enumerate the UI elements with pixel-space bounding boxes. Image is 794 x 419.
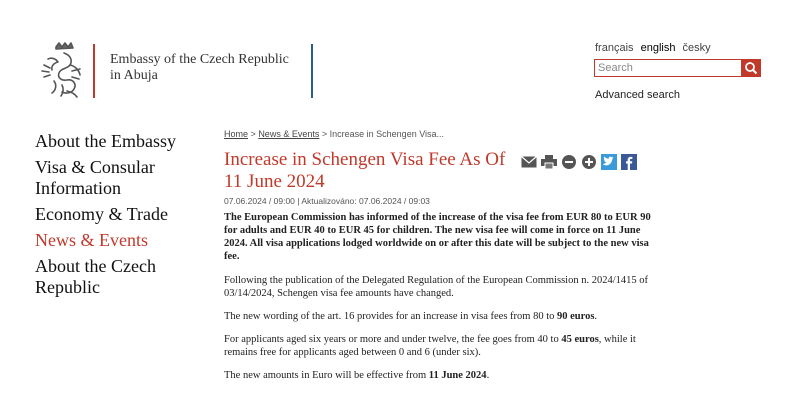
facebook-icon[interactable]	[621, 154, 637, 170]
nav-item-news-events[interactable]: News & Events	[35, 230, 148, 250]
nav-item-economy-trade[interactable]: Economy & Trade	[35, 204, 168, 224]
article-title: Increase in Schengen Visa Fee As Of 11 June 2024	[224, 149, 506, 192]
nav-item-visa-consular[interactable]: Visa & Consular Information	[35, 157, 155, 198]
breadcrumb-separator: >	[250, 129, 256, 139]
language-switcher	[595, 42, 715, 54]
article-paragraph: For applicants aged six years or more and under twelve, the fee goes from 40 to 45 euros, while it remains free for applicants aged between 0 and 6 (under six).	[224, 334, 636, 358]
twitter-icon[interactable]	[601, 154, 617, 170]
site-title[interactable]	[110, 52, 310, 84]
article-paragraph: The new amounts in Euro will be effective from 11 June 2024.	[224, 370, 490, 381]
breadcrumb	[224, 129, 444, 139]
breadcrumb-separator: >	[321, 129, 328, 139]
header-accent-bar	[93, 44, 95, 98]
nav-item-about-czech-republic[interactable]: About the Czech Republic	[35, 256, 156, 297]
breadcrumb-home[interactable]: Home	[224, 129, 249, 139]
article-dates: 07.06.2024 / 09:00 | Aktualizováno: 07.06.2024 / 09:03	[224, 196, 430, 206]
article-body	[224, 211, 664, 392]
advanced-search-link[interactable]: Advanced search	[595, 89, 680, 101]
nav-item-about-embassy[interactable]: About the Embassy	[35, 131, 176, 151]
search-button[interactable]	[741, 59, 761, 77]
print-icon[interactable]	[541, 154, 557, 170]
zoom-out-icon[interactable]	[561, 154, 577, 170]
lang-french[interactable]: français	[595, 42, 634, 54]
lang-english[interactable]: english	[640, 42, 676, 54]
search-icon	[741, 59, 761, 77]
site-title-line1: Embassy of the Czech Republic	[110, 52, 289, 67]
article-paragraph: The new wording of the art. 16 provides for an increase in visa fees from 80 to 90 euros.	[224, 311, 598, 322]
breadcrumb-current: Increase in Schengen Visa...	[329, 129, 445, 139]
site-title-line2: in Abuja	[110, 68, 158, 83]
search-input[interactable]: Search	[594, 59, 742, 77]
article-lead: The European Commission has informed of the increase of the visa fee from EUR 80 to EUR 90 for adults and EUR 40 to EUR 45 for children. The new visa fee will come in force on 11 June 2024. All visa applications lodged worldwide on or after this date will be subject to the new visa fee.	[224, 212, 651, 262]
zoom-in-icon[interactable]	[581, 154, 597, 170]
email-icon[interactable]	[521, 154, 537, 170]
article-toolbar	[521, 154, 637, 170]
article-paragraph: Following the publication of the Delegated Regulation of the European Commission n. 2024/1415 of 03/14/2024, Schengen visa fee amounts have changed.	[224, 275, 649, 299]
breadcrumb-news-events[interactable]: News & Events	[258, 129, 320, 139]
main-navigation	[35, 131, 205, 303]
czech-coat-of-arms-logo[interactable]	[34, 41, 94, 99]
lang-czech[interactable]: česky	[682, 42, 711, 54]
header-divider	[311, 44, 313, 98]
